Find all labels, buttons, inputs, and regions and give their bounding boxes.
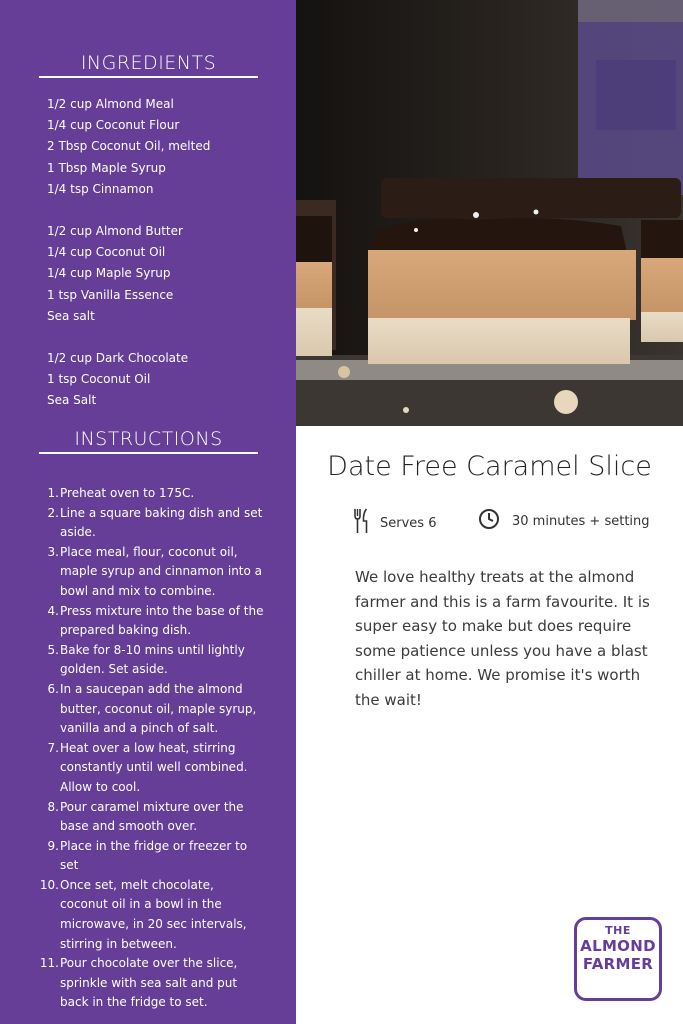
time-info <box>478 508 650 534</box>
logo-line-3: FARMER <box>582 955 654 973</box>
instruction-step <box>38 504 264 543</box>
step-number: 10. <box>39 877 59 892</box>
ingredient-group <box>47 221 287 327</box>
logo-line-1: THE <box>605 924 631 937</box>
ingredient-item: 1/4 cup Maple Syrup <box>47 266 171 281</box>
ingredient-item: 1/2 cup Dark Chocolate <box>47 351 189 366</box>
fork-knife-icon <box>354 508 368 538</box>
instruction-step <box>38 739 264 798</box>
instruction-step <box>38 876 264 954</box>
step-text: In a saucepan add the almond butter, coconut oil, maple syrup, vanilla and a pinch of salt. <box>60 681 257 736</box>
ingredients-sidebar <box>0 0 296 1024</box>
step-text: Line a square baking dish and set aside. <box>60 505 263 540</box>
step-number: 8. <box>47 799 59 814</box>
logo-line-2: ALMOND <box>580 937 656 955</box>
instructions-heading: INSTRUCTIONS <box>39 428 258 454</box>
step-number: 5. <box>47 642 59 657</box>
step-text: Pour chocolate over the slice, sprinkle with sea salt and put back in the fridge to set. <box>60 956 238 1010</box>
instruction-step <box>38 641 264 680</box>
step-text: Place in the fridge or freezer to set <box>60 838 248 873</box>
instruction-step <box>38 837 264 876</box>
recipe-photo <box>296 0 683 426</box>
ingredient-item: 1/4 cup Coconut Oil <box>47 245 166 260</box>
ingredient-item: Sea Salt <box>47 393 97 408</box>
instruction-step <box>38 484 264 504</box>
ingredients-heading: INGREDIENTS <box>39 52 258 78</box>
ingredient-item: 1 tsp Vanilla Essence <box>47 287 174 302</box>
step-text: Once set, melt chocolate, coconut oil in a bowl in the microwave, in 20 sec intervals, stirring in between. <box>60 877 247 951</box>
ingredient-item: 1 Tbsp Maple Syrup <box>47 160 166 175</box>
instruction-step <box>38 602 264 641</box>
recipe-title: Date Free Caramel Slice <box>327 451 652 482</box>
serves-text: Serves 6 <box>380 515 437 531</box>
almond-farmer-logo <box>574 917 662 1001</box>
ingredients-list <box>47 94 287 433</box>
ingredient-group <box>47 348 287 412</box>
instruction-step <box>38 954 264 1013</box>
step-number: 9. <box>47 838 59 853</box>
instruction-step <box>38 680 264 739</box>
step-text: Place meal, flour, coconut oil, maple syrup and cinnamon into a bowl and mix to combine. <box>60 544 263 598</box>
step-number: 2. <box>47 505 59 520</box>
step-number: 3. <box>47 544 59 559</box>
ingredient-item: 1/4 tsp Cinnamon <box>47 181 154 196</box>
clock-icon <box>478 508 500 534</box>
time-text: 30 minutes + setting <box>512 513 650 529</box>
step-number: 1. <box>47 486 59 500</box>
step-number: 6. <box>47 681 59 696</box>
step-text: Pour caramel mixture over the base and smooth over. <box>60 799 244 834</box>
step-text: Preheat oven to 175C. <box>60 486 195 500</box>
ingredient-item: 1 tsp Coconut Oil <box>47 372 151 387</box>
instruction-step <box>38 798 264 837</box>
ingredient-item: 1/2 cup Almond Meal <box>47 97 174 111</box>
instructions-list <box>38 484 264 1013</box>
serves-info <box>354 508 436 538</box>
step-text: Heat over a low heat, stirring constantly until well combined. Allow to cool. <box>60 740 248 794</box>
recipe-description: We love healthy treats at the almond farmer and this is a farm favourite. It is super easy to make but does require some patience unless you have a blast chiller at home. We promise it's worth the wait! <box>355 568 650 709</box>
instruction-step <box>38 543 264 602</box>
caramel-slice-image <box>296 0 683 426</box>
ingredient-item: 1/2 cup Almond Butter <box>47 224 183 239</box>
step-number: 11. <box>39 956 59 971</box>
step-number: 7. <box>47 740 59 755</box>
ingredient-item: 2 Tbsp Coconut Oil, melted <box>47 139 211 154</box>
step-text: Press mixture into the base of the prepared baking dish. <box>60 603 264 638</box>
ingredient-group <box>47 94 287 200</box>
ingredient-item: 1/4 cup Coconut Flour <box>47 118 180 133</box>
step-number: 4. <box>47 603 59 618</box>
step-text: Bake for 8-10 mins until lightly golden. Set aside. <box>60 642 245 677</box>
ingredient-item: Sea salt <box>47 308 95 323</box>
